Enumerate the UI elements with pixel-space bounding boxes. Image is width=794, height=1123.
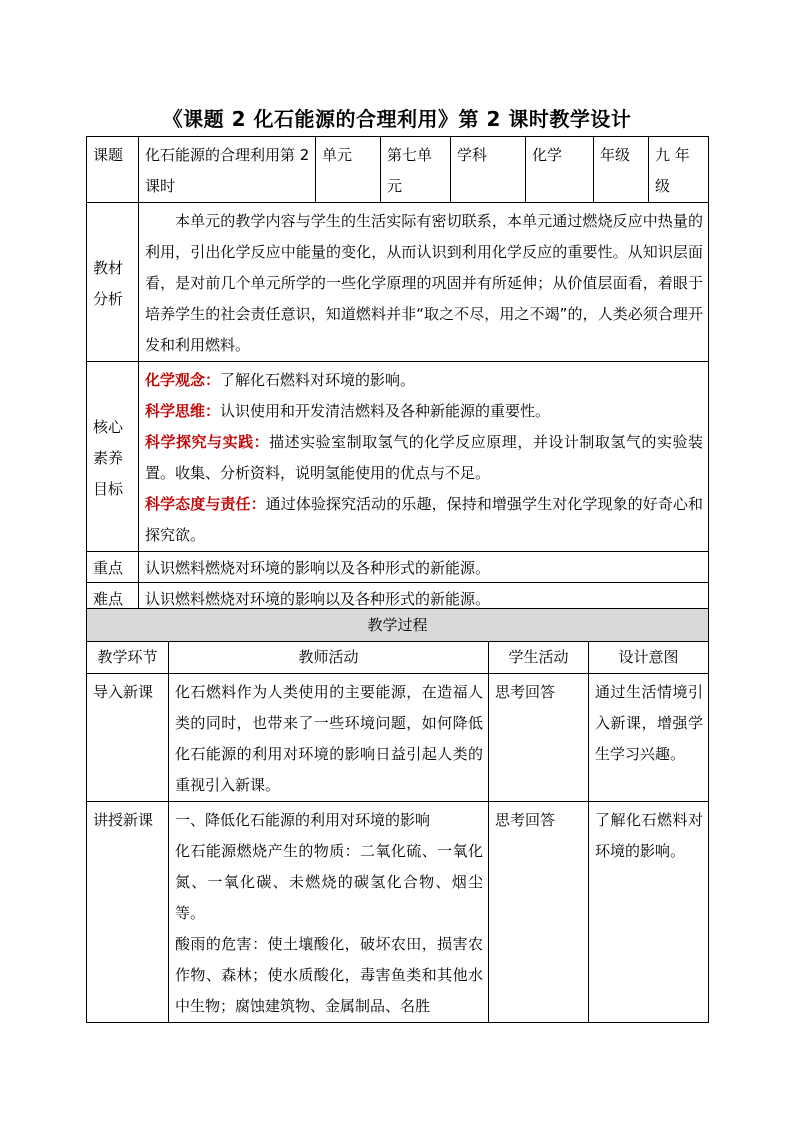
unit-value: 第七单元: [381, 137, 451, 203]
process-header-row: [87, 609, 709, 642]
topic-label: 课题: [87, 137, 139, 203]
intent-cell: 了解化石燃料对环境的影响。: [589, 802, 709, 1023]
table-row: [87, 802, 709, 1023]
material-analysis-label: 教材分析: [87, 203, 139, 362]
subject-label: 学科: [451, 137, 526, 203]
teacher-paragraph: 化石能源燃烧产生的物质：二氧化硫、一氧化氮、一氧化碳、未燃烧的碳氢化合物、烟尘等。: [175, 842, 483, 922]
unit-label: 单元: [316, 137, 381, 203]
grade-label: 年级: [594, 137, 649, 203]
col-intent: 设计意图: [589, 642, 709, 674]
goal-scientific-thinking: 科学思维：认识使用和开发清洁燃料及各种新能源的重要性。: [145, 402, 551, 420]
info-row: [87, 137, 709, 203]
goal-inquiry-practice: 科学探究与实践：描述实验室制取氢气的化学反应原理，并设计制取氢气的实验装置。收集、分析资料，说明氢能使用的优点与不足。: [145, 433, 703, 482]
teacher-cell: 化石燃料作为人类使用的主要能源，在造福人类的同时，也带来了一些环境问题，如何降低化石能源的利用对环境的影响日益引起人类的重视引入新课。: [169, 674, 489, 802]
student-cell: 思考回答: [489, 674, 589, 802]
goal-chemistry-concept: 化学观念：了解化石燃料对环境的影响。: [145, 371, 416, 389]
core-goals-content: [139, 362, 709, 552]
stage-cell: 讲授新课: [87, 802, 169, 1023]
stage-cell: 导入新课: [87, 674, 169, 802]
table-row: [87, 674, 709, 802]
grade-value: 九 年 级: [649, 137, 709, 203]
key-point-text: 认识燃料燃烧对环境的影响以及各种形式的新能源。: [139, 552, 709, 583]
key-point-row: [87, 552, 709, 583]
page-title: 《课题 2 化石能源的合理利用》第 2 课时教学设计: [162, 107, 632, 131]
teacher-cell: [169, 802, 489, 1023]
material-analysis-text: 本单元的教学内容与学生的生活实际有密切联系，本单元通过燃烧反应中热量的利用，引出化学反应中能量的变化，从而认识到利用化学反应的重要性。从知识层面看，是对前几个单元所学的一些化学原理的巩固并有所延伸；从价值层面看，着眼于培养学生的社会责任意识，知道燃料并非“取之不尽，用之不竭”的，人类必须合理开发和利用燃料。: [139, 203, 709, 362]
intent-cell: 通过生活情境引入新课，增强学生学习兴趣。: [589, 674, 709, 802]
col-student: 学生活动: [489, 642, 589, 674]
process-columns-row: [87, 642, 709, 674]
teacher-paragraph: 酸雨的危害：使土壤酸化，破坏农田，损害农作物、森林；使水质酸化，毒害鱼类和其他水中生物；腐蚀建筑物、金属制品、名胜: [175, 935, 483, 1015]
student-cell: 思考回答: [489, 802, 589, 1023]
key-point-label: 重点: [87, 552, 139, 583]
process-table: [86, 608, 709, 1023]
teacher-paragraph: 一、降低化石能源的利用对环境的影响: [175, 811, 431, 829]
topic-value: 化石能源的合理利用第 2 课时: [139, 137, 316, 203]
col-teacher: 教师活动: [169, 642, 489, 674]
col-stage: 教学环节: [87, 642, 169, 674]
goal-attitude-responsibility: 科学态度与责任：通过体验探究活动的乐趣，保持和增强学生对化学现象的好奇心和探究欲。: [145, 495, 703, 544]
core-goals-row: [87, 362, 709, 552]
difficult-point-label: 难点: [87, 583, 139, 614]
info-table: [86, 136, 709, 614]
subject-value: 化学: [526, 137, 594, 203]
material-analysis-row: [87, 203, 709, 362]
core-goals-label: 核心素养目标: [87, 362, 139, 552]
process-header: 教学过程: [87, 609, 709, 642]
difficult-point-text: 认识燃料燃烧对环境的影响以及各种形式的新能源。: [139, 583, 709, 614]
